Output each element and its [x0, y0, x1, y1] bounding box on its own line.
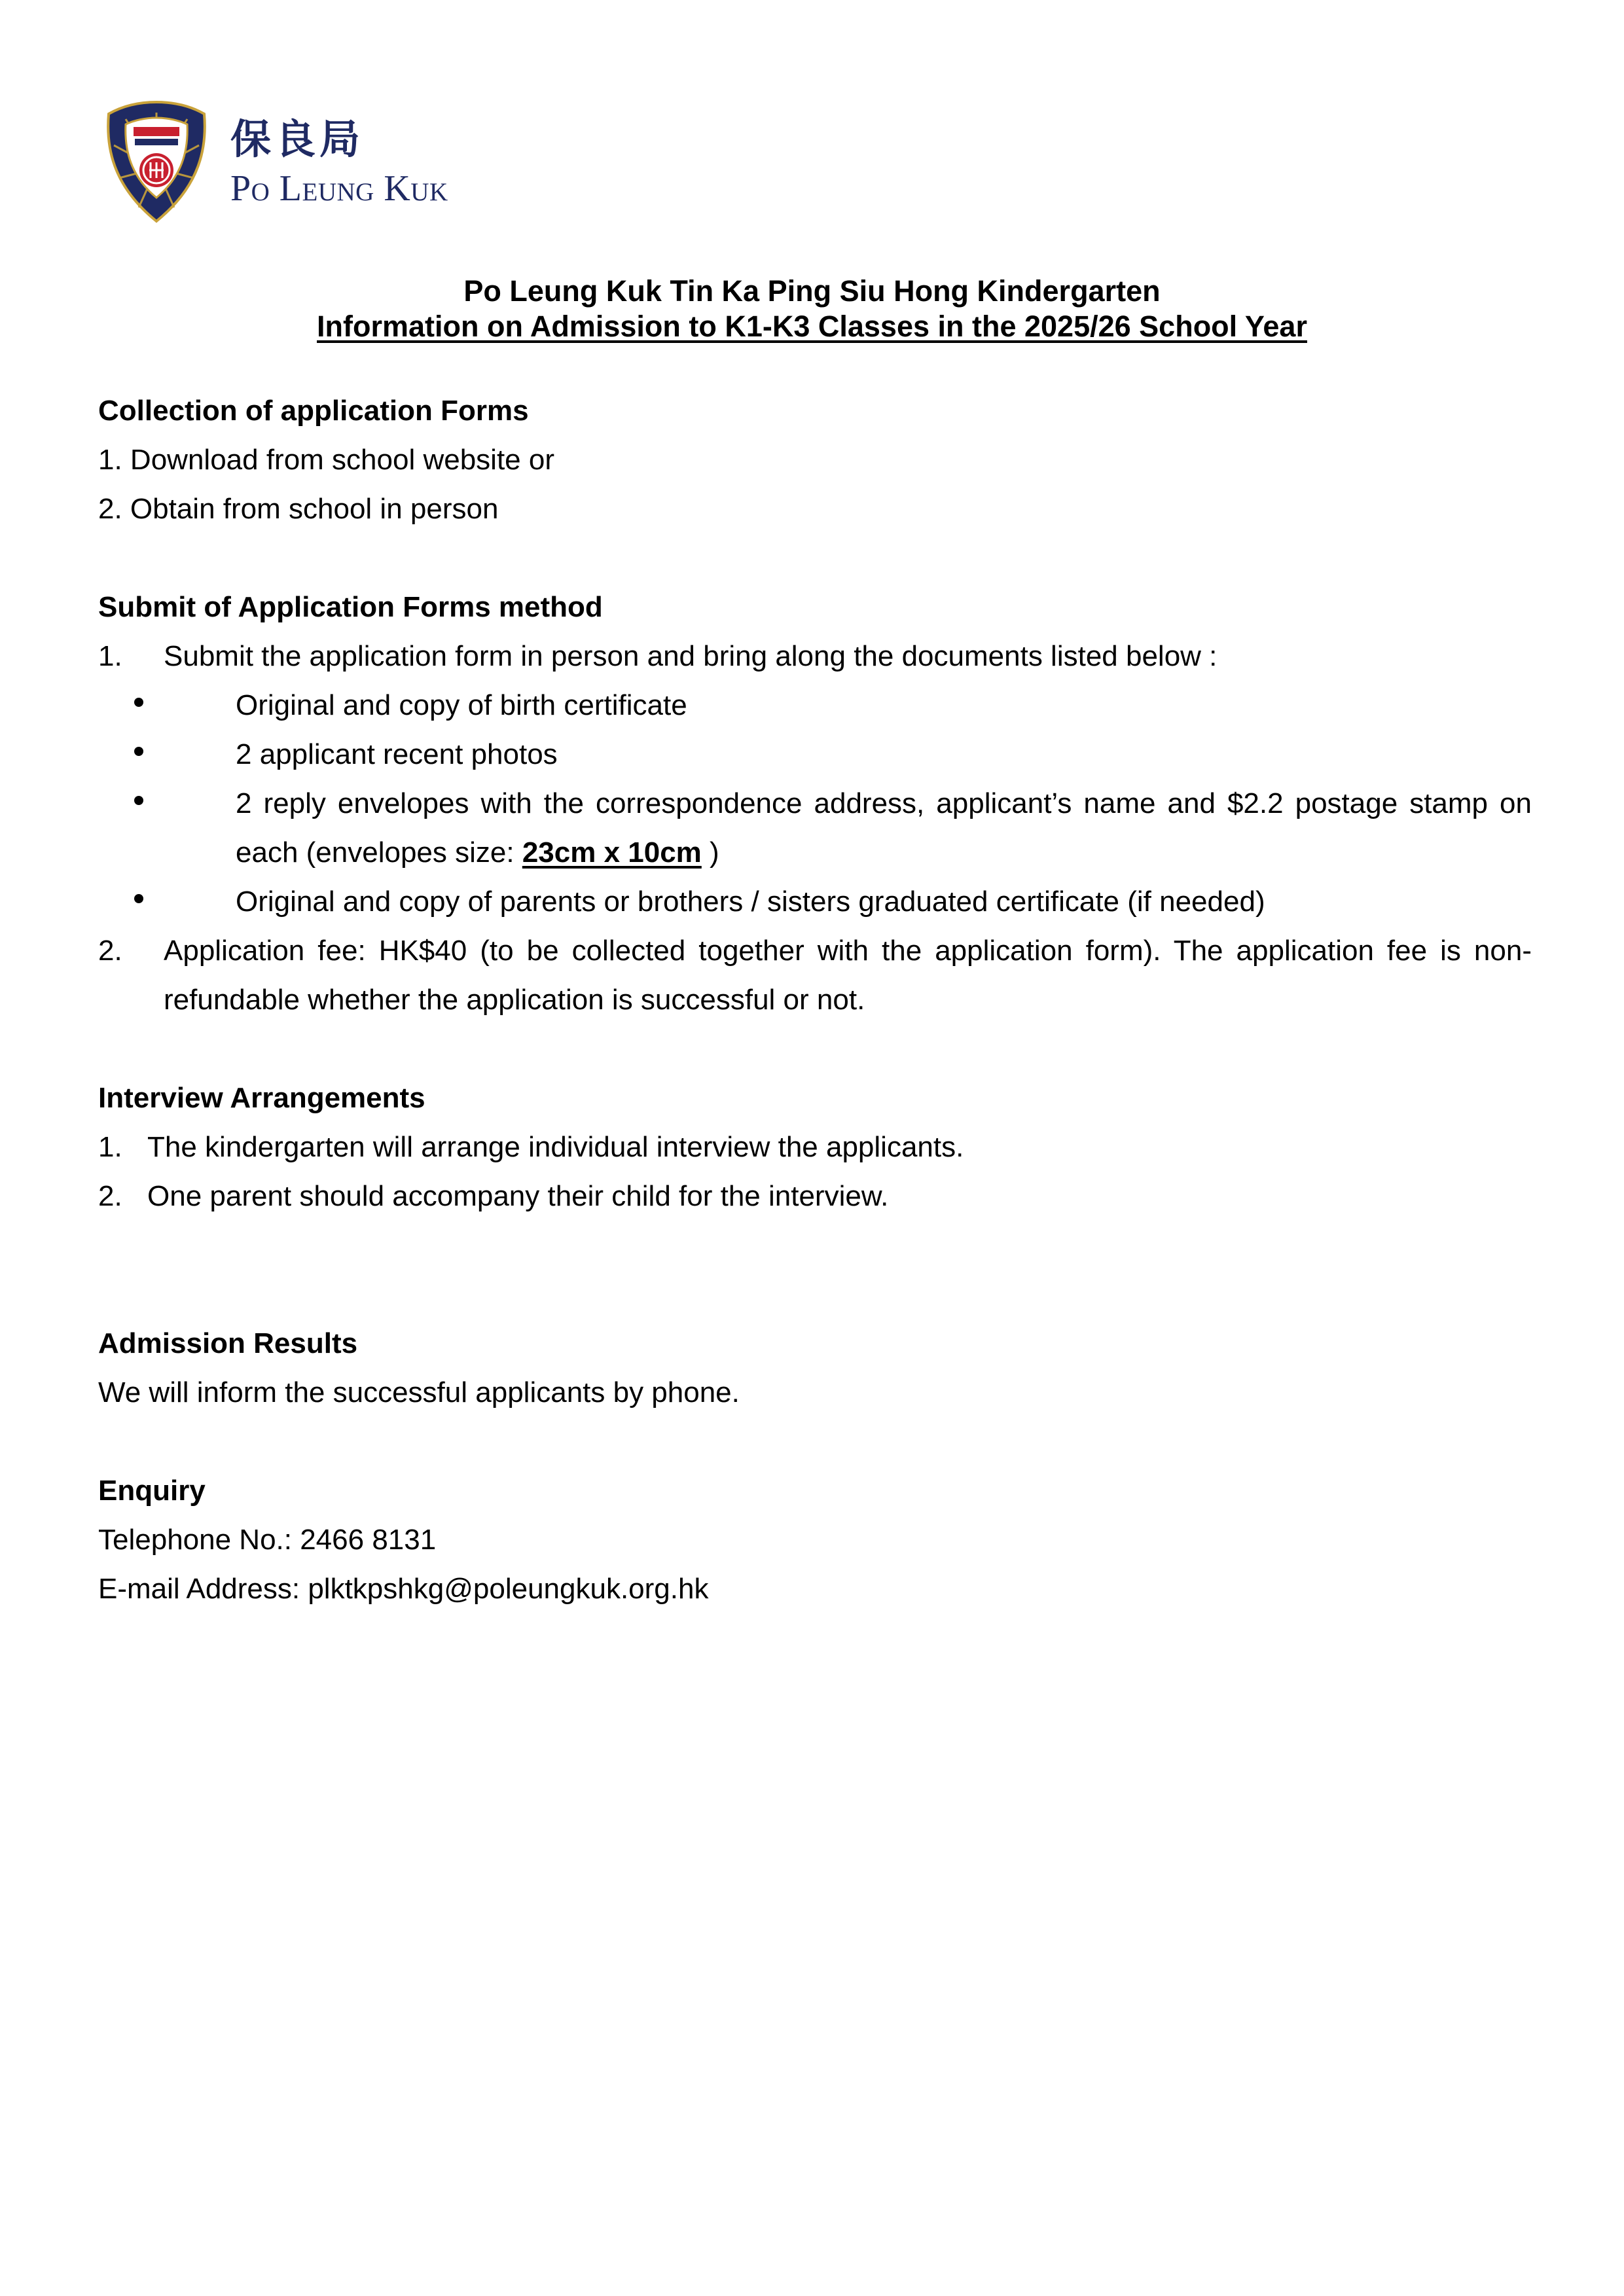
list-number: 1. [98, 640, 122, 672]
bullet-text: Original and copy of birth certificate [236, 689, 687, 721]
results-text: We will inform the successful applicants by phone. [98, 1376, 740, 1408]
bullet-text-part: ) [701, 836, 719, 869]
document-bullet [98, 730, 1532, 779]
results-heading: Admission Results [98, 1327, 358, 1359]
document-bullet [98, 681, 1532, 730]
list-number: 2. [98, 935, 122, 967]
collection-item: 2. Obtain from school in person [98, 493, 499, 525]
submit-item-1 [98, 632, 1532, 681]
telephone-number: Telephone No.: 2466 8131 [98, 1524, 437, 1556]
bullet-text: Original and copy of parents or brothers / sisters graduated certificate (if needed) [236, 886, 1265, 918]
crest-icon [99, 99, 214, 224]
bullet-icon [134, 779, 236, 828]
document-title [0, 274, 1624, 344]
school-name: Po Leung Kuk Tin Ka Ping Siu Hong Kindergarten [463, 274, 1161, 308]
bullet-text: 2 applicant recent photos [236, 738, 558, 770]
interview-heading: Interview Arrangements [98, 1082, 425, 1114]
logo-english-name: Po Leung Kuk [230, 168, 448, 209]
interview-item-1-text: The kindergarten will arrange individual interview the applicants. [147, 1131, 964, 1163]
interview-item-2 [98, 1172, 1532, 1221]
po-leung-kuk-logo [99, 99, 466, 230]
envelope-size: 23cm x 10cm [522, 836, 702, 869]
interview-item-2-text: One parent should accompany their child for the interview. [147, 1180, 889, 1212]
email-address: E-mail Address: plktkpshkg@poleungkuk.org.hk [98, 1573, 709, 1605]
logo-chinese-name: 保良局 [230, 115, 365, 163]
bullet-text-part: 2 reply envelopes with the correspondence address, applicant’s name and $2.2 postage stamp on each (envelopes size: [236, 787, 1532, 869]
interview-item-1 [98, 1122, 1532, 1172]
bullet-icon [134, 730, 236, 779]
list-number: 2. [98, 1180, 122, 1212]
bullet-icon [134, 877, 236, 926]
submit-item-2-text: Application fee: HK$40 (to be collected together with the application form). The application fee is non-refundable whether the application is successful or not. [164, 935, 1532, 1016]
submit-item-2 [98, 926, 1532, 1024]
document-body [98, 386, 1532, 1613]
submit-item-1-text: Submit the application form in person and bring along the documents listed below : [164, 640, 1218, 672]
document-bullet [98, 779, 1532, 877]
collection-heading: Collection of application Forms [98, 395, 529, 427]
list-number: 1. [98, 1131, 122, 1163]
document-bullet [98, 877, 1532, 926]
collection-item: 1. Download from school website or [98, 444, 554, 476]
submit-heading: Submit of Application Forms method [98, 591, 603, 623]
admission-info-title: Information on Admission to K1-K3 Classes in the 2025/26 School Year [317, 310, 1307, 343]
bullet-text [236, 779, 1532, 877]
enquiry-heading: Enquiry [98, 1475, 206, 1507]
bullet-icon [134, 681, 236, 730]
